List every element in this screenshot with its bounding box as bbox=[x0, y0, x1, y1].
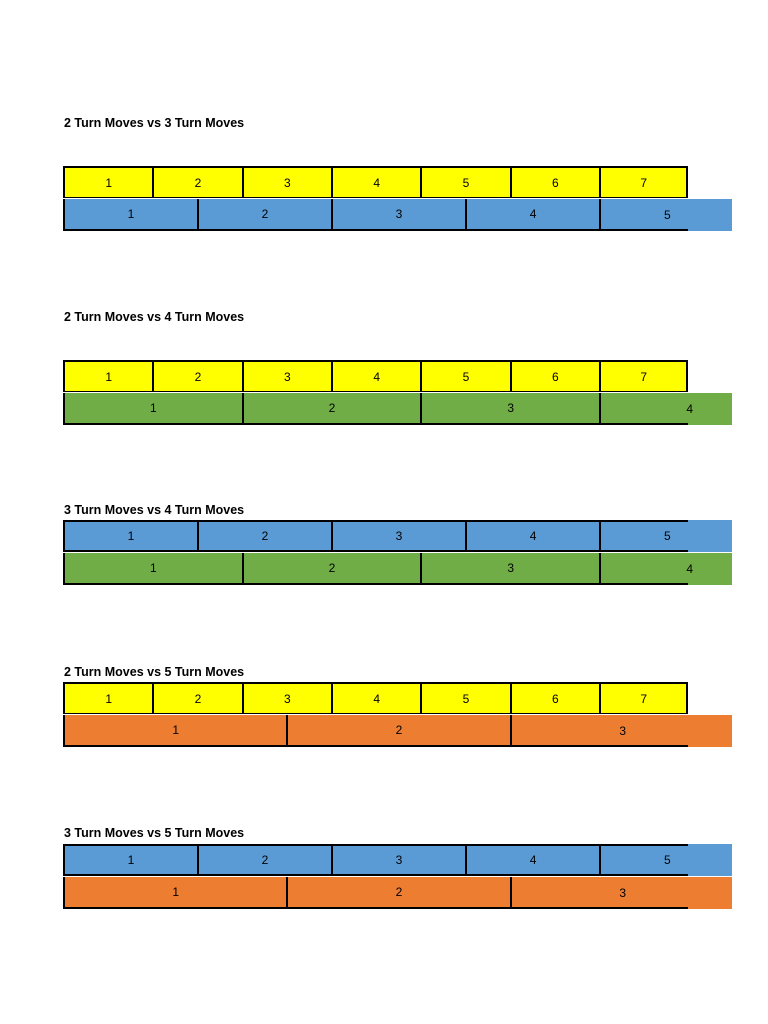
blue-row bbox=[63, 199, 732, 231]
segment-label: 7 bbox=[640, 175, 648, 190]
segment-cell bbox=[420, 553, 599, 585]
segment-cell bbox=[331, 199, 465, 231]
segment-cell bbox=[599, 520, 732, 552]
segment-label: 2 bbox=[395, 885, 403, 899]
section-title: 3 Turn Moves vs 4 Turn Moves bbox=[64, 503, 245, 517]
section-title: 3 Turn Moves vs 5 Turn Moves bbox=[64, 826, 245, 840]
segment-cell bbox=[331, 166, 420, 198]
segment-cell bbox=[197, 199, 331, 231]
segment-cell bbox=[242, 682, 331, 714]
section-title: 2 Turn Moves vs 4 Turn Moves bbox=[64, 310, 245, 324]
segment-label: 4 bbox=[373, 369, 381, 384]
yellow-row bbox=[63, 682, 732, 714]
green-row bbox=[63, 393, 732, 425]
segment-label: 4 bbox=[529, 853, 537, 867]
segment-cell bbox=[152, 682, 241, 714]
segment-label: 2 bbox=[194, 691, 202, 706]
segment-label: 4 bbox=[373, 175, 381, 190]
comparison-band bbox=[63, 520, 732, 586]
segment-label: 2 bbox=[261, 207, 269, 221]
segment-label: 2 bbox=[261, 853, 269, 867]
grid-bottom-line bbox=[599, 229, 688, 231]
segment-label: 1 bbox=[127, 207, 135, 221]
segment-cell bbox=[63, 553, 242, 585]
segment-label: 5 bbox=[664, 208, 671, 222]
segment-cell bbox=[599, 166, 688, 198]
segment-label: 1 bbox=[127, 529, 135, 543]
grid-bottom-line bbox=[510, 745, 688, 747]
grid-bottom-line bbox=[510, 907, 688, 909]
segment-cell bbox=[465, 844, 599, 876]
segment-label: 2 bbox=[328, 561, 336, 575]
yellow-row bbox=[63, 166, 732, 198]
segment-label: 3 bbox=[507, 401, 515, 415]
segment-label: 1 bbox=[172, 885, 180, 899]
segment-cell bbox=[286, 715, 509, 747]
segment-label: 1 bbox=[105, 175, 112, 190]
segment-label: 5 bbox=[462, 175, 470, 190]
segment-label: 4 bbox=[686, 562, 694, 576]
segment-label: 5 bbox=[664, 853, 671, 867]
segment-cell bbox=[242, 360, 331, 392]
segment-label: 3 bbox=[395, 529, 403, 543]
blue-row bbox=[63, 844, 732, 876]
segment-cell bbox=[286, 877, 509, 909]
segment-label: 1 bbox=[105, 369, 112, 384]
segment-label: 3 bbox=[283, 369, 291, 384]
segment-cell bbox=[63, 360, 152, 392]
segment-label: 2 bbox=[194, 369, 202, 384]
segment-cell bbox=[599, 682, 688, 714]
segment-cell bbox=[63, 715, 286, 747]
comparison-band bbox=[63, 360, 732, 426]
segment-label: 3 bbox=[619, 886, 627, 900]
grid-top-line bbox=[599, 844, 688, 846]
comparison-band bbox=[63, 682, 732, 748]
segment-cell bbox=[331, 360, 420, 392]
segment-cell bbox=[465, 520, 599, 552]
orange-row bbox=[63, 877, 732, 909]
blue-row bbox=[63, 520, 732, 552]
segment-label: 2 bbox=[194, 175, 202, 190]
segment-cell bbox=[63, 166, 152, 198]
segment-label: 1 bbox=[105, 691, 112, 706]
segment-label: 2 bbox=[328, 401, 336, 415]
segment-cell bbox=[331, 520, 465, 552]
segment-label: 3 bbox=[395, 853, 403, 867]
segment-cell bbox=[197, 844, 331, 876]
segment-label: 3 bbox=[283, 691, 291, 706]
yellow-row bbox=[63, 360, 732, 392]
segment-cell bbox=[331, 682, 420, 714]
segment-cell bbox=[599, 199, 732, 231]
segment-label: 1 bbox=[127, 853, 135, 867]
segment-label: 3 bbox=[619, 724, 627, 738]
segment-cell bbox=[420, 682, 509, 714]
segment-label: 4 bbox=[529, 529, 537, 543]
segment-label: 1 bbox=[149, 401, 157, 415]
segment-label: 5 bbox=[462, 691, 470, 706]
segment-cell bbox=[599, 553, 732, 585]
segment-cell bbox=[152, 166, 241, 198]
segment-label: 2 bbox=[395, 723, 403, 737]
segment-cell bbox=[242, 553, 421, 585]
segment-cell bbox=[63, 877, 286, 909]
section-title: 2 Turn Moves vs 3 Turn Moves bbox=[64, 116, 245, 130]
segment-cell bbox=[465, 199, 599, 231]
orange-row bbox=[63, 715, 732, 747]
segment-cell bbox=[510, 715, 732, 747]
grid-bottom-line bbox=[599, 550, 688, 552]
segment-label: 1 bbox=[149, 561, 157, 575]
segment-cell bbox=[242, 393, 421, 425]
segment-cell bbox=[197, 520, 331, 552]
comparison-band bbox=[63, 844, 732, 910]
segment-cell bbox=[510, 877, 732, 909]
segment-label: 6 bbox=[552, 175, 559, 190]
segment-label: 3 bbox=[507, 561, 515, 575]
comparison-band bbox=[63, 166, 732, 232]
grid-bottom-line bbox=[599, 874, 688, 876]
section-title: 2 Turn Moves vs 5 Turn Moves bbox=[64, 665, 245, 679]
segment-cell bbox=[599, 360, 688, 392]
segment-cell bbox=[599, 844, 732, 876]
grid-bottom-line bbox=[599, 423, 688, 425]
segment-label: 4 bbox=[686, 402, 694, 416]
green-row bbox=[63, 553, 732, 585]
segment-label: 6 bbox=[552, 691, 559, 706]
segment-label: 5 bbox=[664, 529, 671, 543]
segment-cell bbox=[63, 199, 197, 231]
segment-cell bbox=[510, 360, 599, 392]
segment-label: 7 bbox=[640, 691, 648, 706]
segment-cell bbox=[63, 682, 152, 714]
segment-cell bbox=[510, 682, 599, 714]
segment-label: 5 bbox=[462, 369, 470, 384]
segment-cell bbox=[63, 844, 197, 876]
segment-cell bbox=[599, 393, 732, 425]
segment-cell bbox=[63, 393, 242, 425]
segment-label: 6 bbox=[552, 369, 559, 384]
segment-cell bbox=[420, 360, 509, 392]
segment-cell bbox=[510, 166, 599, 198]
grid-bottom-line bbox=[599, 583, 688, 585]
segment-label: 3 bbox=[395, 207, 403, 221]
segment-cell bbox=[331, 844, 465, 876]
segment-cell bbox=[63, 520, 197, 552]
segment-label: 4 bbox=[529, 207, 537, 221]
grid-top-line bbox=[599, 520, 688, 522]
segment-cell bbox=[420, 166, 509, 198]
segment-label: 1 bbox=[172, 723, 180, 737]
segment-label: 7 bbox=[640, 369, 648, 384]
segment-cell bbox=[152, 360, 241, 392]
segment-cell bbox=[242, 166, 331, 198]
segment-label: 4 bbox=[373, 691, 381, 706]
segment-label: 3 bbox=[283, 175, 291, 190]
segment-label: 2 bbox=[261, 529, 269, 543]
segment-cell bbox=[420, 393, 599, 425]
